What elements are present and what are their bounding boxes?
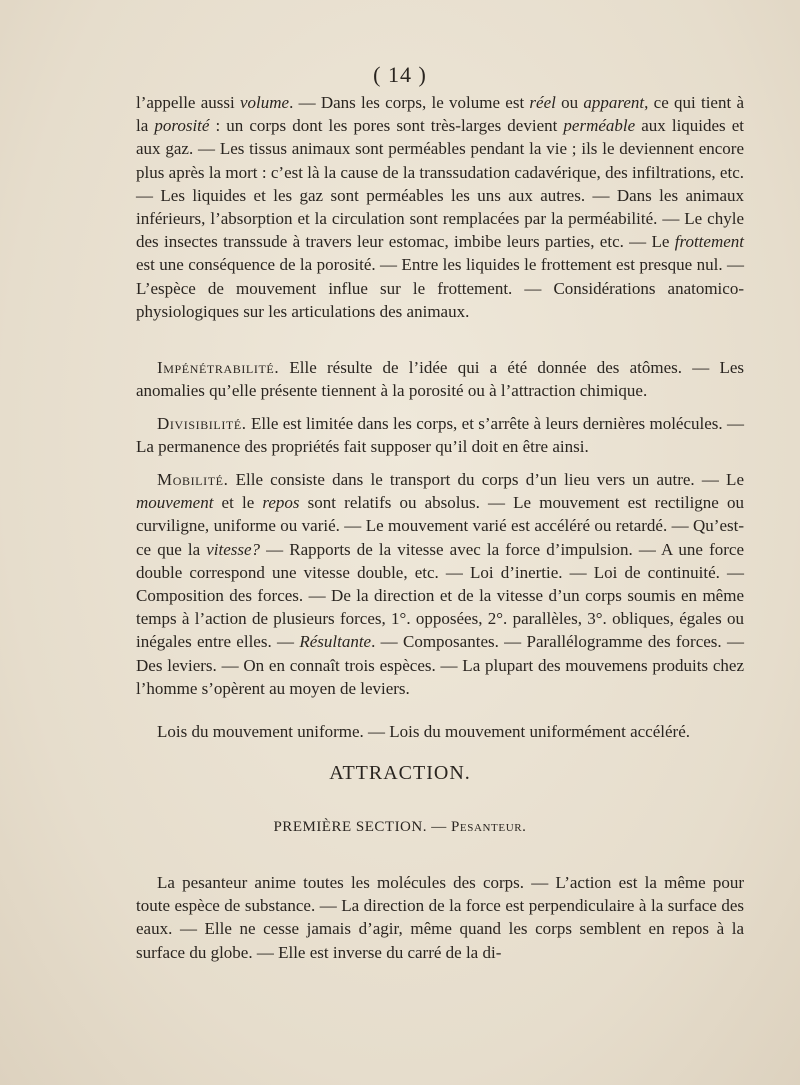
section-term: Mobilité. — [157, 470, 229, 489]
italic-term: volume — [239, 93, 290, 112]
section-term: Impénétrabilité. — [157, 358, 280, 377]
text-run: — Rapports de la vitesse avec la force d’impulsion. — A une force double correspond une vitesse double, etc. — Loi d’inertie. — Loi de continuité. — Composition des forces. — De la direction et de la vitesse d’un corps soumis en même temps à l’action de plusieurs forces, 1°. opposées, 2°. parallèles, 3°. obliques, égales ou inégales entre elles. — — [136, 539, 744, 652]
paragraph-text: La pesanteur anime toutes les molécules des corps. — L’action est la même pour toute espèce de substance. — La direction de la force est perpendiculaire à la surface des eaux. — Elle ne cesse jamais d’agir, même quand les corps semblent en repos à la surface du globe. — Elle est inverse du carré de la di- — [136, 873, 744, 962]
text-run: . — Dans les corps, le volume est — [289, 93, 530, 112]
page-number: ( 14 ) — [373, 62, 427, 87]
italic-term: frottement — [674, 232, 744, 252]
paragraph-lois-mouvement — [136, 720, 744, 743]
text-run: : un corps dont les pores sont très-larges devient — [209, 116, 564, 136]
paragraph-volume-porosity — [136, 91, 744, 323]
paragraph-text — [136, 91, 744, 323]
italic-term: apparent — [583, 93, 645, 112]
text-run: , ce qui tient à la — [136, 93, 744, 136]
text-run: aux liquides et aux gaz. — Les tissus animaux sont perméables pendant la vie ; ils le deviennent encore plus après la mort : c’est là la cause de la transsudation cadavérique, des infiltrations, etc. — Les liquides et les gaz sont perméables les uns aux autres. — Dans les animaux inférieurs, l’absorption et la circulation sont remplacées par la perméabilité. — Le chyle des insectes transsude à travers leur estomac, imbibe leurs parties, etc. — Le — [136, 116, 745, 252]
paragraph-mobilite — [136, 468, 744, 700]
paragraph-text — [136, 356, 744, 402]
italic-term: Résultante — [299, 632, 372, 652]
section-heading: ATTRACTION. — [329, 762, 471, 784]
text-run: et le — [213, 493, 263, 513]
paragraph-divisibilite — [136, 412, 744, 458]
italic-term: porosité — [154, 116, 210, 136]
text-run: est une conséquence de la porosité. — Entre les liquides le frottement est presque nul. — L’espèce de mouvement influe sur le frottement. — Considérations anatomico-physiologiques sur les articulations des animaux. — [136, 255, 744, 321]
subsection-term: Pesanteur. — [450, 819, 527, 835]
text-run: ou — [555, 93, 584, 112]
italic-term: repos — [262, 493, 300, 513]
text-run: Elle est limitée dans les corps, et s’arrête à leurs dernières molécules. — La permanence des propriétés fait supposer qu’il doit en être ainsi. — [136, 414, 744, 457]
section-term: Divisibilité. — [157, 414, 247, 433]
text-run: Elle consiste dans le transport du corps d’un lieu vers un autre. — Le — [228, 470, 744, 489]
subsection-heading — [0, 819, 800, 836]
paragraph-pesanteur — [136, 871, 744, 964]
text-run: l’appelle aussi — [136, 93, 240, 112]
paragraph-text — [136, 468, 744, 700]
text-run: Elle résulte de l’idée qui a été donnée des atômes. — Les anomalies qu’elle présente tiennent à la porosité ou à l’attraction chimique. — [136, 358, 744, 401]
paragraph-text: Lois du mouvement uniforme. — Lois du mouvement uniformément accéléré. — [157, 722, 690, 741]
paragraph-text — [136, 412, 744, 458]
paragraph-impenetrabilite — [136, 356, 744, 402]
italic-term: perméable — [563, 116, 636, 136]
italic-term: mouvement — [136, 493, 214, 513]
text-run: . — Composantes. — Parallélogramme des forces. — Des leviers. — On en connaît trois espèces. — La plupart des mouvemens produits chez l’homme s’opèrent au moyen de leviers. — [136, 632, 744, 698]
subsection-title: PREMIÈRE SECTION. — — [273, 819, 451, 835]
italic-term: vitesse? — [206, 539, 261, 559]
italic-term: réel — [529, 93, 556, 112]
text-run: sont relatifs ou absolus. — Le mouvement est rectiligne ou curviligne, uniforme ou varié. — Le mouvement varié est accéléré ou retardé. — Qu’est-ce que la — [136, 493, 744, 559]
